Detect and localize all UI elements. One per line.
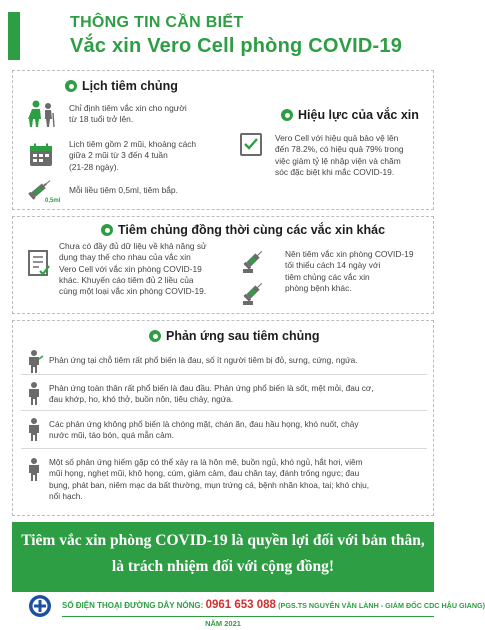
elderly-people-icon — [27, 99, 57, 129]
virus-bullet-icon — [149, 330, 161, 342]
schedule-item-3-text: Mỗi liều tiêm 0,5ml, tiêm bắp. — [69, 185, 178, 195]
virus-bullet-icon — [281, 109, 293, 121]
efficacy-text: Vero Cell với hiệu quả bảo vệ lên đến 78.2%, có hiệu quả 79% trong việc giảm tỷ lệ nhập viện và chăm sóc đặc biệt khi mắc COVID-19. — [275, 133, 404, 177]
reaction-row: Phản ứng toàn thân rất phổ biến là đau đầu. Phản ứng phổ biến là sốt, mệt mỏi, đau cơ, đau khớp, ho, khó thở, buồn nôn, tiêu chảy, ngứa. — [21, 375, 427, 411]
slogan-line1: Tiêm vắc xin phòng COVID-19 là quyền lợi đối với bản thân, — [21, 532, 425, 549]
syringe-hand-icon — [241, 247, 267, 275]
schedule-item-1-text: Chỉ định tiêm vắc xin cho người từ 18 tuổi trở lên. — [69, 103, 187, 125]
co-administration-right-text: Nên tiêm vắc xin phòng COVID-19 tối thiểu cách 14 ngày với tiêm chủng các vắc xin phòng bệnh khác. — [285, 249, 414, 293]
syringe-icon — [27, 179, 53, 199]
person-dizzy-icon — [25, 417, 43, 446]
co-administration-left-text: Chưa có đầy đủ dữ liệu về khả năng sử dụng thay thế cho nhau của vắc xin Vero Cell với vắc xin phòng COVID-19 khác. Khuyến cáo tiêm đủ 2 liều của cùng một loại vắc xin phòng COVID-19. — [59, 241, 207, 297]
schedule-title: Lịch tiêm chủng — [65, 79, 178, 93]
person-sick-icon — [25, 381, 43, 410]
co-administration-box — [12, 216, 434, 314]
checklist-clipboard-icon — [239, 131, 265, 157]
reaction-row: Các phản ứng không phổ biến là chóng mặt, chán ăn, đau hầu họng, khó nuốt, chảy nước mũi, táo bón, quá mẫn cảm. — [21, 411, 427, 449]
syringe-dose-label: 0,5ml — [45, 198, 61, 204]
reactions-title: Phản ứng sau tiêm chủng — [149, 329, 320, 343]
footer-divider — [62, 616, 434, 617]
hotline-info — [62, 599, 485, 611]
schedule-efficacy-box — [12, 70, 434, 210]
reactions-box — [12, 320, 434, 516]
co-administration-title: Tiêm chủng đồng thời cùng các vắc xin khác — [101, 223, 385, 237]
document-checklist-icon — [27, 249, 51, 277]
cdc-logo-icon — [28, 594, 52, 618]
hotline-label: SỐ ĐIỆN THOẠI ĐƯỜNG DÂY NÓNG: — [62, 601, 204, 610]
hotline-person: (PGS.TS NGUYỄN VĂN LÀNH - GIÁM ĐỐC CDC HẬU GIANG) — [278, 601, 485, 610]
person-rare-reaction-icon — [25, 457, 43, 486]
header-title-line2: Vắc xin Vero Cell phòng COVID-19 — [70, 35, 403, 57]
footer-year: NĂM 2021 — [205, 619, 241, 628]
slogan-banner — [12, 522, 434, 592]
hotline-number[interactable]: 0961 653 088 — [205, 599, 276, 611]
slogan-line2: là trách nhiệm đối với cộng đồng! — [111, 558, 335, 575]
header-accent-bar — [8, 12, 20, 60]
syringe-hand-icon — [241, 279, 267, 307]
efficacy-title: Hiệu lực của vắc xin — [281, 108, 419, 122]
reaction-row: Một số phản ứng hiếm gặp có thể xảy ra là hôn mê, buồn ngủ, khó ngủ, hắt hơi, viêm mũi họng, nghẹt mũi, khô họng, cúm, giảm cảm, đau chân tay, đánh trống ngực; đau bụng, phát ban, niêm mạc da bất thường, mụn trứng cá, bệnh nhãn khoa, tai; khó chịu, nổi hạch. — [21, 449, 427, 509]
header-title-line1: THÔNG TIN CẦN BIẾT — [70, 14, 244, 31]
calendar-icon — [29, 143, 53, 167]
virus-bullet-icon — [65, 80, 77, 92]
person-injection-icon — [25, 349, 43, 378]
reaction-row: Phản ứng tại chỗ tiêm rất phổ biến là đau, số ít người tiêm bị đỏ, sưng, cứng, ngứa. — [21, 347, 427, 375]
virus-bullet-icon — [101, 224, 113, 236]
schedule-item-2-text: Lịch tiêm gồm 2 mũi, khoảng cách giữa 2 mũi từ 3 đến 4 tuần (21-28 ngày). — [69, 139, 197, 172]
header — [8, 6, 438, 66]
